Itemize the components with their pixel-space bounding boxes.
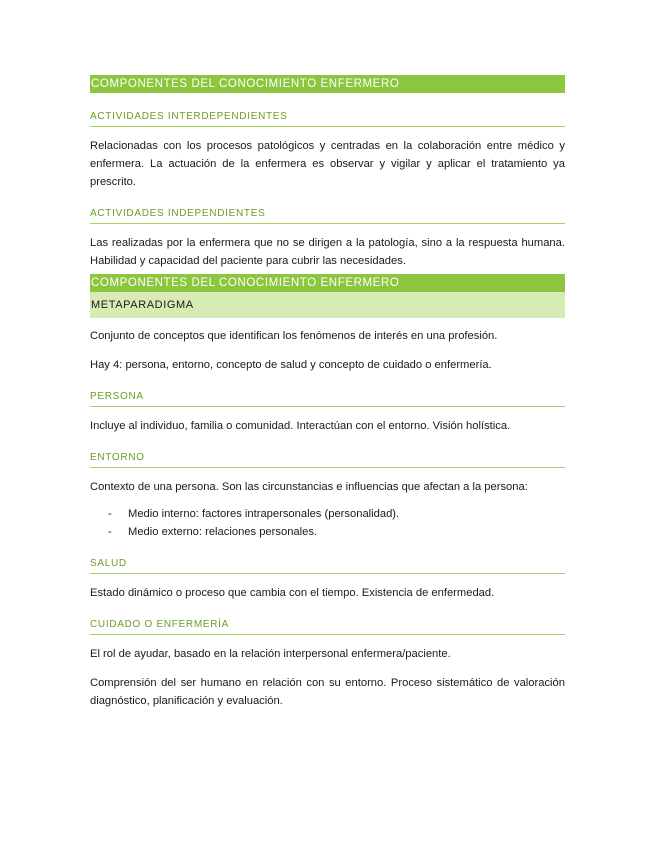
- paragraph-entorno: Contexto de una persona. Son las circunstancias e influencias que afectan a la persona:: [90, 481, 528, 493]
- heading-persona: PERSONA: [90, 390, 565, 407]
- paragraph-cuidado-2: Comprensión del ser humano en relación con su entorno. Proceso sistemático de valoración diagnóstico, planificación y evaluación.: [90, 677, 565, 707]
- heading-salud: SALUD: [90, 557, 565, 574]
- heading-actividades-independientes: ACTIVIDADES INDEPENDIENTES: [90, 207, 565, 224]
- heading-cuidado: CUIDADO O ENFERMERÍA: [90, 618, 565, 635]
- list-item: - Medio interno: factores intrapersonales (personalidad).: [90, 505, 565, 523]
- section-band-componentes-1: COMPONENTES DEL CONOCIMIENTO ENFERMERO: [90, 75, 565, 93]
- heading-entorno: ENTORNO: [90, 451, 565, 468]
- list-item: - Medio externo: relaciones personales.: [90, 523, 565, 541]
- paragraph-salud: Estado dinámico o proceso que cambia con el tiempo. Existencia de enfermedad.: [90, 587, 495, 599]
- paragraph-metaparadigma-2: Hay 4: persona, entorno, concepto de salud y concepto de cuidado o enfermería.: [90, 359, 492, 371]
- section-band-componentes-2: COMPONENTES DEL CONOCIMIENTO ENFERMERO: [90, 274, 565, 292]
- heading-actividades-interdependientes: ACTIVIDADES INTERDEPENDIENTES: [90, 110, 565, 127]
- paragraph-independientes: Las realizadas por la enfermera que no se dirigen a la patología, sino a la respuesta humana. Habilidad y capacidad del paciente para cubrir las necesidades.: [90, 237, 565, 267]
- document-content: [90, 75, 565, 710]
- paragraph-persona: Incluye al individuo, familia o comunidad. Interactúan con el entorno. Visión holística.: [90, 420, 511, 432]
- paragraph-metaparadigma-1: Conjunto de conceptos que identifican los fenómenos de interés en una profesión.: [90, 330, 498, 342]
- entorno-list: [90, 505, 565, 541]
- paragraph-cuidado-1: El rol de ayudar, basado en la relación interpersonal enfermera/paciente.: [90, 648, 451, 660]
- paragraph-interdependientes: Relacionadas con los procesos patológicos y centradas en la colaboración entre médico y enfermera. La actuación de la enfermera es observar y vigilar y aplicar el tratamiento ya prescrito.: [90, 140, 565, 188]
- heading-metaparadigma: METAPARADIGMA: [90, 292, 565, 318]
